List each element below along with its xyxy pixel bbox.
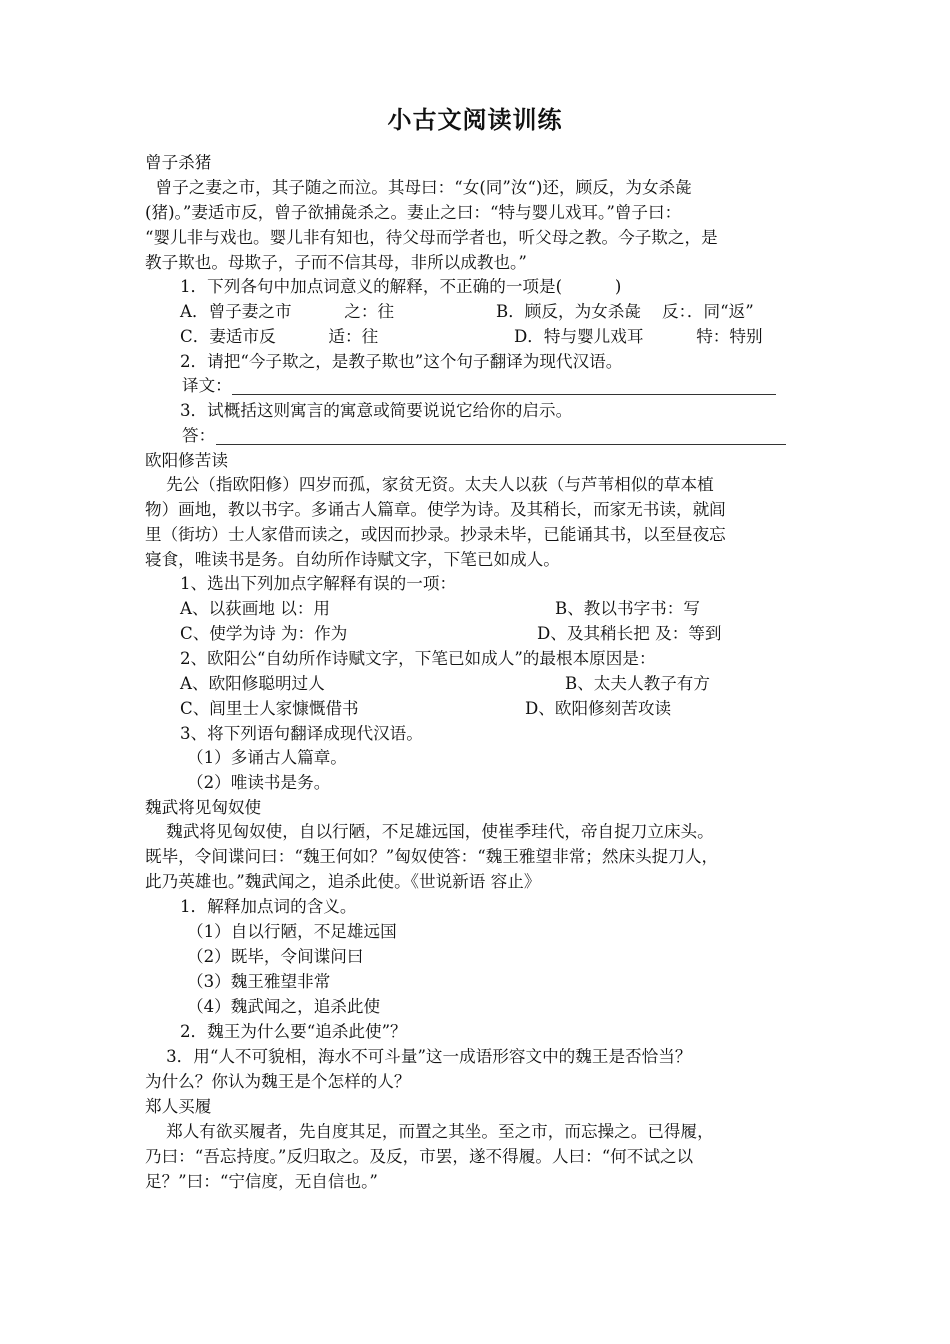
option-d: D．特与婴儿戏耳 特：特别 [514, 327, 763, 346]
passage-line: 物）画地，教以书字。多诵古人篇章。使学为诗。及其稍长，而家无书读，就闾 [145, 500, 726, 519]
answer-line [216, 444, 786, 445]
answer-line [232, 394, 776, 395]
option-a: A．曾子妻之市 之：往 [180, 302, 395, 321]
question-3: 3．用“人不可貌相，海水不可斗量”这一成语形容文中的魏王是否恰当？ [145, 1047, 692, 1066]
answer-label: 译文： [182, 376, 232, 395]
passage-line: 寝食，唯读书是务。自幼所作诗赋文字，下笔已如成人。 [145, 550, 560, 569]
passage-line: 此乃英雄也。”魏武闻之，追杀此使。《世说新语 容止》 [145, 872, 541, 891]
section-heading-zengzi: 曾子杀猪 [145, 153, 212, 172]
page-title: 小古文阅读训练 [387, 105, 563, 134]
option-b: B、太夫人教子有方 [565, 674, 710, 693]
option-c: C．妻适市反 适：往 [180, 327, 379, 346]
passage-line: 乃曰：“吾忘持度。”反归取之。及反，市罢，遂不得履。人曰：“何不试之以 [145, 1147, 694, 1166]
question-3-cont: 为什么？你认为魏王是个怎样的人？ [145, 1072, 411, 1091]
question-2: 2．请把“今子欺之，是教子欺也”这个句子翻译为现代汉语。 [180, 352, 623, 371]
passage-line: “婴儿非与戏也。婴儿非有知也，待父母而学者也，听父母之教。今子欺之，是 [145, 228, 718, 247]
sub-question: （1）多诵古人篇章。 [187, 748, 347, 767]
option-b: B．顾反，为女杀彘 反：．同“返” [496, 302, 754, 321]
sub-question: （2）唯读书是务。 [187, 773, 331, 792]
question-1: 1．下列各句中加点词意义的解释，不正确的一项是( ) [180, 277, 622, 296]
question-3: 3、将下列语句翻译成现代汉语。 [180, 724, 423, 743]
passage-line: 郑人有欲买履者，先自度其足，而置之其坐。至之市，而忘操之。已得履， [145, 1122, 714, 1141]
sub-question: （2）既毕，令间谍问曰 [187, 947, 364, 966]
option-c: C、闾里士人家慷慨借书 [180, 699, 359, 718]
question-1: 1．解释加点词的含义。 [180, 897, 357, 916]
section-heading-zhengren: 郑人买履 [145, 1097, 212, 1116]
passage-line: 曾子之妻之市，其子随之而泣。其母曰：“女(同”汝“)还，顾反，为女杀彘 [145, 178, 692, 197]
sub-question: （3）魏王雅望非常 [187, 972, 331, 991]
question-2: 2、欧阳公“自幼所作诗赋文字，下笔已如成人”的最根本原因是： [180, 649, 656, 668]
option-d: D、及其稍长把 及：等到 [537, 624, 722, 643]
sub-question: （4）魏武闻之，追杀此使 [187, 997, 381, 1016]
section-heading-weiwu: 魏武将见匈奴使 [145, 798, 262, 817]
passage-line: 里（街坊）士人家借而读之，或因而抄录。抄录未毕，已能诵其书，以至昼夜忘 [145, 525, 726, 544]
answer-label: 答： [182, 426, 216, 445]
question-3: 3．试概括这则寓言的寓意或简要说说它给你的启示。 [180, 401, 573, 420]
passage-line: 教子欺也。母欺子，子而不信其母，非所以成教也。” [145, 253, 527, 272]
passage-line: (猪)。”妻适市反，曾子欲捕彘杀之。妻止之曰：“特与婴儿戏耳。”曾子曰： [145, 203, 682, 222]
question-1: 1、选出下列加点字解释有误的一项： [180, 574, 457, 593]
sub-question: （1）自以行陋，不足雄远国 [187, 922, 397, 941]
passage-line: 足？”曰：“宁信度，无自信也。” [145, 1172, 378, 1191]
passage-line: 先公（指欧阳修）四岁而孤，家贫无资。太夫人以荻（与芦苇相似的草本植 [145, 475, 714, 494]
option-a: A、欧阳修聪明过人 [180, 674, 325, 693]
option-d: D、欧阳修刻苦攻读 [525, 699, 672, 718]
question-2: 2．魏王为什么要“追杀此使”？ [180, 1022, 407, 1041]
option-b: B、教以书字书：写 [555, 599, 700, 618]
passage-line: 魏武将见匈奴使，自以行陋，不足雄远国，使崔季珪代，帝自捉刀立床头。 [145, 822, 714, 841]
option-c: C、使学为诗 为：作为 [180, 624, 348, 643]
option-a: A、以荻画地 以：用 [180, 599, 331, 618]
passage-line: 既毕，令间谍问曰：“魏王何如？”匈奴使答：“魏王雅望非常；然床头捉刀人， [145, 847, 719, 866]
section-heading-ouyangxiu: 欧阳修苦读 [145, 451, 228, 470]
